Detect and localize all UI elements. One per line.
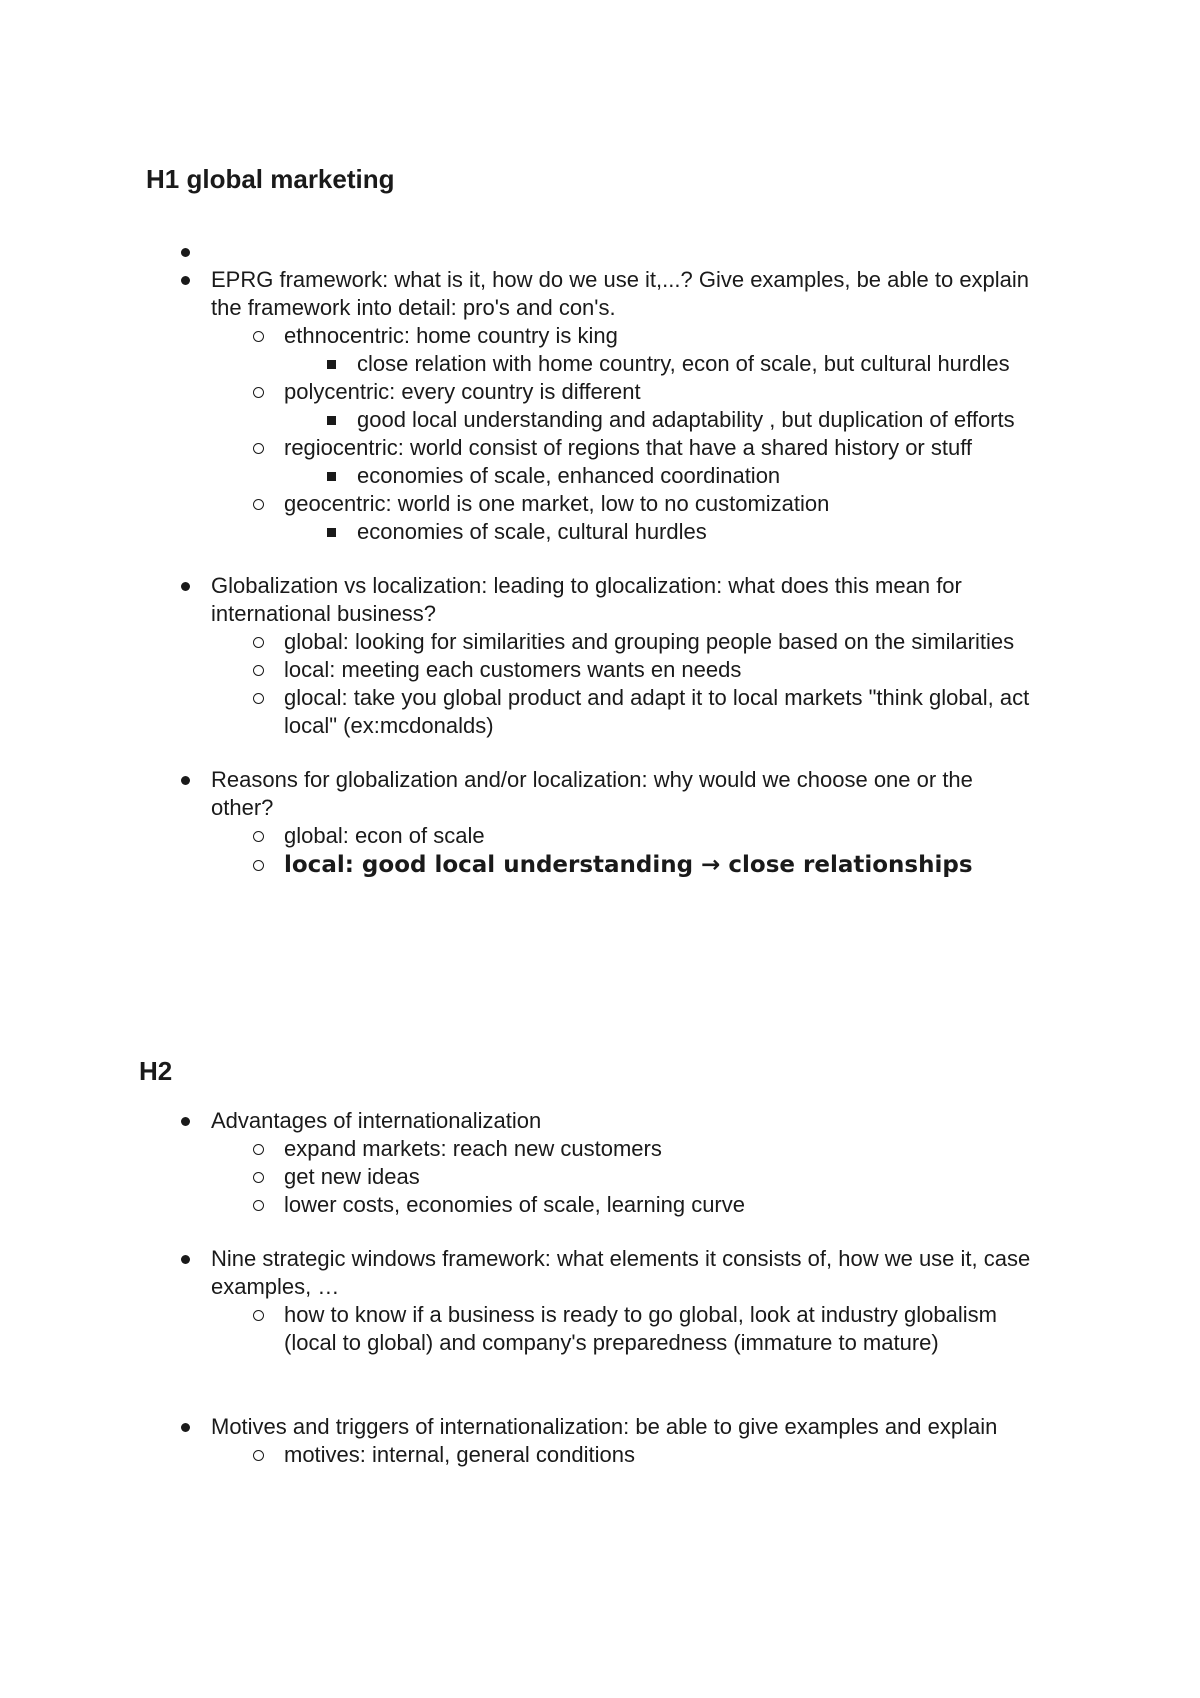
sub-item-text: ethnocentric: home country is king	[284, 323, 618, 348]
sub-item-bold	[284, 850, 1041, 880]
sub-item-ethnocentric	[284, 322, 1041, 378]
bullet-circle-icon	[248, 628, 268, 656]
sub-sub-item-text: economies of scale, cultural hurdles	[357, 519, 707, 544]
bullet-circle-icon	[248, 822, 268, 850]
sub-item-text: polycentric: every country is different	[284, 379, 641, 404]
list-item-empty	[211, 238, 1041, 266]
sub-item	[284, 1441, 1041, 1469]
sub-sub-item	[357, 350, 1041, 378]
bullet-square-icon	[321, 406, 341, 434]
h1-bullet-list	[0, 238, 1200, 880]
list-item-motives	[211, 1413, 1041, 1469]
sub-item-text: global: looking for similarities and grouping people based on the similarities	[284, 629, 1015, 654]
bullet-circle-icon	[248, 1301, 268, 1329]
list-item-text	[211, 239, 217, 264]
bullet-dot-icon	[175, 1107, 195, 1135]
h2-bullet-list	[0, 1107, 1200, 1469]
sub-item-text: get new ideas	[284, 1164, 420, 1189]
section-heading-h2: H2	[139, 1056, 173, 1086]
sub-item-text: lower costs, economies of scale, learning curve	[284, 1192, 745, 1217]
list-spacer	[0, 740, 1200, 766]
sub-sub-item	[357, 462, 1041, 490]
sub-item	[284, 1191, 1041, 1219]
sub-sub-item-text: good local understanding and adaptability , but duplication of efforts	[357, 407, 1015, 432]
list-item-eprg	[211, 266, 1041, 546]
sub-sub-item	[357, 406, 1041, 434]
sub-sub-item	[357, 518, 1041, 546]
bullet-square-icon	[321, 518, 341, 546]
bullet-dot-icon	[175, 1413, 195, 1441]
sub-item	[284, 628, 1041, 656]
bullet-dot-icon	[175, 572, 195, 600]
list-item-text: EPRG framework: what is it, how do we use it,...? Give examples, be able to explain the framework into detail: pro's and con's.	[211, 267, 1030, 320]
section-heading-h1: H1 global marketing	[146, 164, 395, 194]
sub-item-geocentric	[284, 490, 1041, 546]
list-item-nine-windows	[211, 1245, 1041, 1357]
list-item-text: Nine strategic windows framework: what elements it consists of, how we use it, case examples, …	[211, 1246, 1031, 1299]
sub-item-text: local: good local understanding → close relationships	[284, 852, 973, 878]
bullet-square-icon	[321, 350, 341, 378]
list-item-globalization	[211, 572, 1041, 740]
sub-item-text: regiocentric: world consist of regions that have a shared history or stuff	[284, 435, 973, 460]
list-item-text: Globalization vs localization: leading to glocalization: what does this mean for international business?	[211, 573, 962, 626]
list-item-reasons	[211, 766, 1041, 880]
sub-item-text: global: econ of scale	[284, 823, 485, 848]
list-spacer	[0, 1357, 1200, 1413]
sub-item-regiocentric	[284, 434, 1041, 490]
sub-item-text: motives: internal, general conditions	[284, 1442, 635, 1467]
list-item-text: Motives and triggers of internationalization: be able to give examples and explain	[211, 1414, 998, 1439]
sub-item-text: expand markets: reach new customers	[284, 1136, 662, 1161]
sub-sub-item-text: economies of scale, enhanced coordination	[357, 463, 781, 488]
bullet-circle-icon	[248, 684, 268, 712]
list-item-text: Advantages of internationalization	[211, 1108, 542, 1133]
sub-item	[284, 822, 1041, 850]
sub-item-polycentric	[284, 378, 1041, 434]
bullet-circle-icon	[248, 490, 268, 518]
bullet-circle-icon	[248, 850, 268, 880]
bullet-circle-icon	[248, 1163, 268, 1191]
sub-item	[284, 684, 1041, 740]
sub-item	[284, 1163, 1041, 1191]
bullet-dot-icon	[175, 238, 195, 266]
bullet-square-icon	[321, 462, 341, 490]
list-spacer	[0, 1219, 1200, 1245]
list-spacer	[0, 546, 1200, 572]
bullet-dot-icon	[175, 766, 195, 794]
bullet-circle-icon	[248, 378, 268, 406]
sub-item-text: glocal: take you global product and adapt it to local markets "think global, act local" (ex:mcdonalds)	[284, 685, 1030, 738]
bullet-dot-icon	[175, 1245, 195, 1273]
bullet-circle-icon	[248, 434, 268, 462]
sub-sub-item-text: close relation with home country, econ of scale, but cultural hurdles	[357, 351, 1010, 376]
sub-item	[284, 1135, 1041, 1163]
bullet-circle-icon	[248, 1441, 268, 1469]
sub-item	[284, 1301, 1041, 1357]
bullet-circle-icon	[248, 1135, 268, 1163]
bullet-dot-icon	[175, 266, 195, 294]
sub-item-text: local: meeting each customers wants en needs	[284, 657, 742, 682]
sub-item-text: how to know if a business is ready to go global, look at industry globalism (local to global) and company's preparedness (immature to mature)	[284, 1302, 997, 1355]
bullet-circle-icon	[248, 656, 268, 684]
sub-item-text: geocentric: world is one market, low to no customization	[284, 491, 830, 516]
bullet-circle-icon	[248, 1191, 268, 1219]
sub-item	[284, 656, 1041, 684]
bullet-circle-icon	[248, 322, 268, 350]
list-item-advantages	[211, 1107, 1041, 1219]
list-item-text: Reasons for globalization and/or localization: why would we choose one or the other?	[211, 767, 973, 820]
